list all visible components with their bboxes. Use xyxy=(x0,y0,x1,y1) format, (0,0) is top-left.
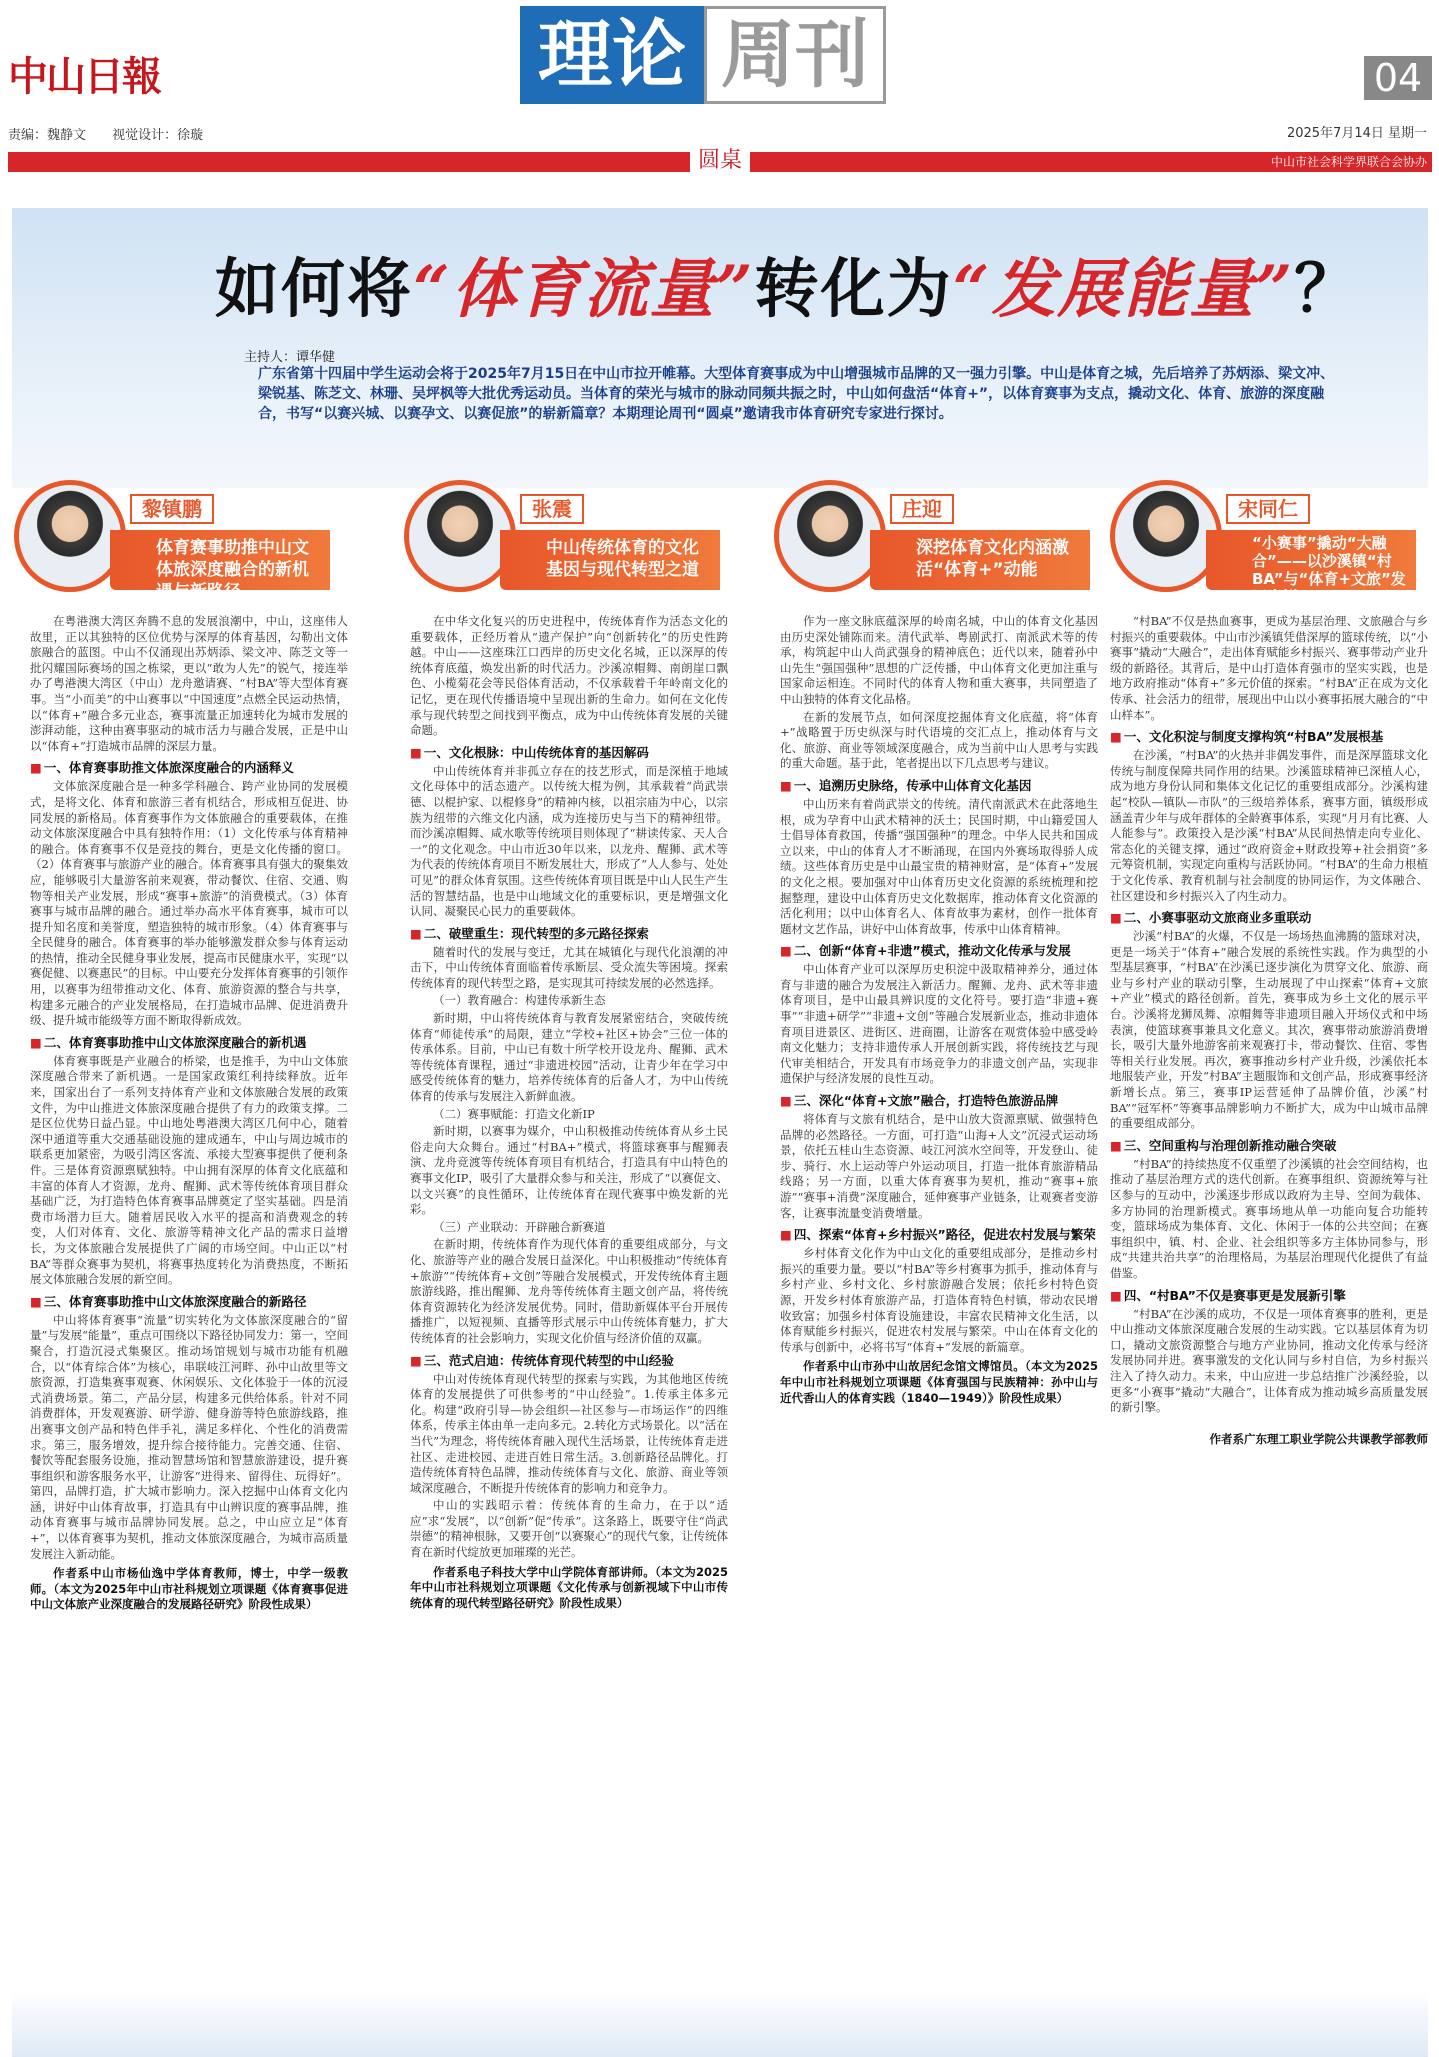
author-card xyxy=(14,480,354,602)
author-bio: 作者系中山市杨仙逸中学体育教师，博士，中学一级教师。（本文为2025年中山市社科规划立项课题《体育赛事促进中山文体旅产业深度融合的发展路径研究》阶段性成果） xyxy=(30,1566,348,1612)
author-bio: 作者系电子科技大学中山学院体育部讲师。（本文为2025年中山市社科规划立项课题《文化传承与创新视域下中山市传统体育的现代转型路径研究》阶段性成果） xyxy=(410,1564,728,1610)
paragraph: 中山的实践昭示着：传统体育的生命力，在于以“适应”求“发展”，以“创新”促“传承”。这条路上，既要守住“尚武崇德”的精神根脉，又要开创“以赛聚心”的现代气象，让传统体育在新时代绽放更加璀璨的光芒。 xyxy=(410,1498,728,1560)
headline xyxy=(215,238,1360,330)
intro-paragraph: 广东省第十四届中学生运动会将于2025年7月15日在中山市拉开帷幕。大型体育赛事成为中山增强城市品牌的又一强力引擎。中山是体育之城，先后培养了苏炳添、梁文冲、梁锐基、陈芝文、林珊、吴坪枫等大批优秀运动员。当体育的荣光与城市的脉动同频共振之时，中山如何盘活“体育+”，以体育赛事为支点，撬动文化、体育、旅游的深度融合，书写“以赛兴城、以赛孕文、以赛促旅”的崭新篇章？本期理论周刊“圆桌”邀请我市体育研究专家进行探讨。 xyxy=(258,366,1335,422)
article-column-1 xyxy=(30,614,348,1984)
headline-end: ？ xyxy=(1294,252,1361,327)
paragraph: 新时期，以赛事为媒介，中山积极推动传统体育从乡土民俗走向大众舞台。通过“村BA+”模式，将篮球赛事与醒狮表演、龙舟竞渡等传统体育项目有机结合，打造具有中山特色的赛事文化IP，吸引了大量群众参与和关注，形成了“以赛促文、以文兴赛”的良性循环，让传统体育在现代赛事中焕发新的光彩。 xyxy=(410,1124,728,1217)
page-number: 04 xyxy=(1364,56,1432,100)
section-banner xyxy=(520,6,886,104)
author-topic: 深挖体育文化内涵激活“体育+”动能 xyxy=(870,530,1090,590)
paragraph: 在沙溪，“村BA”的火热并非偶发事件，而是深厚篮球文化传统与制度保障共同作用的结果。沙溪篮球精神已深植人心，成为地方身份认同和集体文化记忆的重要组成部分。沙溪构建起“校队—镇队—市队”的三级培养体系，赛事方面，镇级形成涵盖青少年与成年群体的全龄赛事体系，实现“月月有比赛、人人能参与”。政策投入是沙溪“村BA”从民间热情走向专业化、常态化的关键支撑，通过“政府资金+财政投筹+社会捐资”多元筹资机制，实现定向重构与活跃协同。“村BA”的生命力根植于文化传承、教育机制与社会制度的协同运作，为文体融合、社区建设和乡村振兴入了内生动力。 xyxy=(1110,748,1428,903)
host-credit: 主持人：谭华健 xyxy=(244,350,336,365)
section-heading: ■ 二、小赛事驱动文旅商业多重联动 xyxy=(1110,910,1428,926)
author-topic: “小赛事”撬动“大融合”——以沙溪镇“村BA”与“体育+文旅”发展为例 xyxy=(1206,530,1416,590)
editor-credits xyxy=(8,124,225,143)
paragraph: 将体育与文旅有机结合，是中山放大资源禀赋、做强特色品牌的必然路径。一方面，可打造“山海+人文”沉浸式运动场景，依托五桂山生态资源、岐江河滨水空间等，开发登山、徒步、骑行、水上运动等户外运动项目，打造一批体育旅游精品线路；另一方面，以重大体育赛事为契机，推动“赛事+旅游”“赛事+消费”深度融合，延伸赛事产业链条，让观赛者变游客，让赛事流量变消费增量。 xyxy=(780,1112,1098,1220)
headline-pre: 如何将 xyxy=(215,252,413,327)
section-heading: ■ 一、追溯历史脉络，传承中山体育文化基因 xyxy=(780,778,1098,794)
section-heading: ■ 三、空间重构与治理创新推动融合突破 xyxy=(1110,1138,1428,1154)
section-heading: ■ 三、范式启迪：传统体育现代转型的中山经验 xyxy=(410,1353,728,1369)
headline-keyword-2: “发展能量” xyxy=(952,252,1295,327)
author-name: 黎镇鹏 xyxy=(130,494,214,524)
paragraph: （一）教育融合：构建传承新生态 xyxy=(433,993,606,1008)
paragraph: “村BA”在沙溪的成功，不仅是一项体育赛事的胜利，更是中山推动文体旅深度融合发展的生动实践。它以基层体育为切口，撬动文旅资源整合与地方产业协同，推动文化传承与经济发展协同并进。赛事激发的文化认同与乡村自信，为乡村振兴注入了持久动力。未来，中山应进一步总结推广沙溪经验，以更多“小赛事”撬动“大融合”，让体育成为推动城乡高质量发展的新引擎。 xyxy=(1110,1306,1428,1415)
paragraph: “村BA”的持续热度不仅重塑了沙溪镇的社会空间结构，也推动了基层治理方式的迭代创新。在赛事组织、资源统筹与社区参与的互动中，沙溪逐步形成以政府为主导、空间为载体、多方协同的治理新模式。赛事场地从单一功能向复合功能转变，篮球场成为集体育、文化、休闲于一体的公共空间；在赛事组织中，镇、村、企业、社会组织等多方主体协同参与，形成“共建共治共享”的治理格局，为基层治理现代化提供了有益借鉴。 xyxy=(1110,1156,1428,1280)
section-heading: ■ 四、“村BA”不仅是赛事更是发展新引擎 xyxy=(1110,1288,1428,1304)
paragraph: 作为一座文脉底蕴深厚的岭南名城，中山的体育文化基因由历史深处铺陈而来。清代武举、粤剧武打、南派武术等的传承，构筑起中山人尚武强身的精神底色；近代以来，随着孙中山先生“强国强种”思想的广泛传播，中山体育文化更加注重与国家命运相连。不同时代的体育人物和重大赛事，共同塑造了中山独特的体育文化品格。 xyxy=(780,614,1098,706)
article-column-3 xyxy=(780,614,1098,1984)
paragraph: 文体旅深度融合是一种多学科融合、跨产业协同的发展模式，是将文化、体育和旅游三者有机结合，形成相互促进、协同发展的新格局。体育赛事作为文体旅融合的重要载体，在推动文体旅深度融合中具有独特作用：（1）文化传承与体育精神的融合。体育赛事不仅是竞技的舞台，更是文化传播的窗口。（2）体育赛事与旅游产业的融合。体育赛事具有强大的聚集效应，能够吸引大量游客前来观赛，带动餐饮、住宿、交通、购物等相关产业发展，形成“赛事+旅游”的消费模式。（3）体育赛事与城市品牌的融合。通过举办高水平体育赛事，城市可以提升知名度和美誉度，塑造独特的城市形象。（4）体育赛事与全民健身的融合。体育赛事的举办能够激发群众参与体育运动的热情，推动全民健身事业发展，提高市民健康水平，实现“以赛促健、以赛惠民”的目标。中山要充分发挥体育赛事的引领作用，以赛事为纽带推动文化、体育、旅游资源的整合与共享，构建多元融合的产业发展格局，在打造城市品牌、促进消费升级、提升城市能级等方面不断取得新成效。 xyxy=(30,779,348,1028)
paragraph: 沙溪“村BA”的火爆，不仅是一场场热血沸腾的篮球对决，更是一场关于“体育+”融合发展的系统性实践。作为典型的小型基层赛事，“村BA”在沙溪已逐步演化为贯穿文化、旅游、商业与乡村产业的联动引擎，生动展现了中山探索“体育+文旅+产业”模式的路径创新。首先，赛事成为乡土文化的展示平台。沙溪将龙狮凤舞、凉帽舞等非遗项目融入开场仪式和中场表演，使篮球赛事兼具文化意义。其次，赛事带动旅游消费增长，吸引大量外地游客前来观赛打卡，带动餐饮、住宿、零售等相关行业发展。再次，赛事推动乡村产业升级，沙溪依托本地服装产业，开发“村BA”主题服饰和文创产品，形成赛事经济新增长点。第三，赛事IP运营延伸了品牌价值，沙溪“村BA”“冠军杯”等赛事品牌影响力不断扩大，成为中山城市品牌的重要组成部分。 xyxy=(1110,929,1428,1131)
author-name: 庄迎 xyxy=(890,494,954,524)
author-name: 张震 xyxy=(520,494,584,524)
paragraph: 在新的发展节点，如何深度挖掘体育文化底蕴，将“体育+”战略置于历史纵深与时代语境的交汇点上，推动体育与文化、旅游、商业等领域深度融合，成为当前中山人思考与实践的重大命题。基于此，笔者提出以下几点思考与建议。 xyxy=(780,709,1098,771)
footer-skyline-decoration xyxy=(12,1990,1428,2057)
author-topic: 体育赛事助推中山文体旅深度融合的新机遇与新路径 xyxy=(110,530,330,590)
paragraph: 新时期，中山将传统体育与教育发展紧密结合，突破传统体育“师徒传承”的局限，建立“学校+社区+协会”三位一体的传承体系。目前，中山已有数十所学校开设龙舟、醒狮、武术等传统体育课程，通过“非遗进校园”活动，让青少年在学习中感受传统体育的魅力，培养传统体育的后备人才，为中山传统体育的传承与发展注入新鲜血液。 xyxy=(410,1011,728,1104)
section-title-left: 理论 xyxy=(520,6,704,104)
section-heading: ■ 四、探索“体育+乡村振兴”路径，促进农村发展与繁荣 xyxy=(780,1227,1098,1243)
section-heading: ■ 一、文化根脉：中山传统体育的基因解码 xyxy=(410,745,728,761)
section-heading: ■ 一、文化积淀与制度支撑构筑“村BA”发展根基 xyxy=(1110,729,1428,745)
author-card xyxy=(774,480,1114,590)
paragraph: 乡村体育文化作为中山文化的重要组成部分，是推动乡村振兴的重要力量。要以“村BA”等乡村赛事为抓手，推动体育与乡村产业、乡村文化、乡村旅游融合发展；依托乡村特色资源，开发乡村体育旅游产品，打造体育特色村镇，带动农民增收致富；加强乡村体育设施建设，丰富农民精神文化生活，以体育赋能乡村振兴，促进农村发展与繁荣。中山在体育文化的传承与创新中，必将书写“体育+”发展的新篇章。 xyxy=(780,1246,1098,1354)
headline-keyword-1: “体育流量” xyxy=(413,252,755,327)
paragraph: 随着时代的发展与变迁，尤其在城镇化与现代化浪潮的冲击下，中山传统体育面临着传承断层、受众流失等困境。探索传统体育的现代转型之路，是实现其可持续发展的必然选择。 xyxy=(410,944,728,990)
paragraph: 中山将体育赛事“流量”切实转化为文体旅深度融合的“留量”与发展“能量”，重点可围绕以下路径协同发力：第一，空间聚合，打造沉浸式集聚区。推动场馆规划与城市功能有机融合，以“体育综合体”为核心，串联岐江河畔、孙中山故里等文旅资源，打造集赛事观赛、休闲娱乐、文化体验于一体的沉浸式消费场景。第二，产品分层，构建多元供给体系。针对不同消费群体，开发观赛游、研学游、健身游等特色旅游线路，推出赛事文创产品和特色伴手礼，满足多样化、个性化的消费需求。第三，服务增效，提升综合接待能力。完善交通、住宿、餐饮等配套服务设施，推动智慧场馆和智慧旅游建设，提升赛事组织和游客服务水平，让游客“进得来、留得住、玩得好”。第四，品牌打造，扩大城市影响力。深入挖掘中山体育文化内涵，讲好中山体育故事，打造具有中山辨识度的赛事品牌，推动体育赛事与城市品牌协同发展。总之，中山应立足“体育+”，以体育赛事为契机，推动文体旅深度融合，为城市高质量发展注入新动能。 xyxy=(30,1312,348,1561)
paragraph: 体育赛事既是产业融合的桥梁，也是推手，为中山文体旅深度融合带来了新机遇。一是国家政策红利持续释放。近年来，国家出台了一系列支持体育产业和文体旅融合发展的政策文件，为中山推进文体旅深度融合提供了有力的政策支撑。二是区位优势日益凸显。中山地处粤港澳大湾区几何中心，随着深中通道等重大交通基础设施的建成通车，中山与周边城市的联系更加紧密，为吸引湾区客流、承接大型赛事提供了便利条件。三是体育资源禀赋独特。中山拥有深厚的体育文化底蕴和丰富的体育人才资源，龙舟、醒狮、武术等传统体育项目群众基础广泛，为打造特色体育赛事品牌奠定了坚实基础。四是消费市场潜力巨大。随着居民收入水平的提高和消费观念的转变，人们对体育、文化、旅游等精神文化产品的需求日益增长，为文体旅融合发展提供了广阔的市场空间。中山正以“村BA”等群众赛事为契机，将赛事热度转化为消费热度，不断拓展文体旅融合发展的新空间。 xyxy=(30,1053,348,1287)
paragraph: 中山体育产业可以深厚历史积淀中汲取精神养分，通过体育与非遗的融合为发展注入新活力。醒狮、龙舟、武术等非遗体育项目，是中山最具辨识度的文化符号。要打造“非遗+赛事”“非遗+研学”“非遗+文创”等融合发展新业态，推动非遗体育项目进景区、进街区、进商圈，让游客在观赏体验中感受岭南文化魅力；支持非遗传承人开展创新实践，将传统技艺与现代审美相结合，开发具有市场竞争力的非遗文创产品，实现非遗保护与经济发展的良性互动。 xyxy=(780,962,1098,1086)
headline-mid: 转化为 xyxy=(754,252,953,327)
section-heading: ■ 二、体育赛事助推中山文体旅深度融合的新机遇 xyxy=(30,1035,348,1051)
author-name: 宋同仁 xyxy=(1226,494,1310,524)
article-column-4 xyxy=(1110,614,1428,1984)
author-card xyxy=(404,480,744,590)
author-bio: 作者系广东理工职业学院公共课教学部教师 xyxy=(1209,1431,1428,1446)
paragraph: 在中华文化复兴的历史进程中，传统体育作为活态文化的重要载体，正经历着从“遗产保护”向“创新转化”的历史性跨越。中山——这座珠江口西岸的历史文化名城，正以深厚的传统体育底蕴，焕发出新的时代活力。沙溪凉帽舞、南朗崖口飘色、小榄菊花会等民俗体育活动，不仅承载着千年岭南文化的记忆，更在现代传播语境中呈现出新的生命力。如何在文化传承与现代转型之间找到平衡点，成为中山传统体育发展的关键命题。 xyxy=(410,614,728,738)
paragraph: 在粤港澳大湾区奔腾不息的发展浪潮中，中山，这座伟人故里，正以其独特的区位优势与深厚的体育基因，勾勒出文体旅融合的蓝图。中山不仅涌现出苏炳添、梁文冲、陈芝文等一批闪耀国际赛场的国之栋梁，更以“敢为人先”的锐气，接连举办了粤港澳大湾区（中山）龙舟邀请赛、“村BA”等大型体育赛事。当“小而美”的中山赛事以“中国速度”点燃全民运动热情，以“体育+”融合多元业态，赛事流量正加速转化为城市发展的澎湃动能，这种由赛事驱动的城市活力与融合发展，正是中山以“体育+”打造城市品牌的深层力量。 xyxy=(30,614,348,753)
section-heading: ■ 二、创新“体育+非遗”模式，推动文化传承与发展 xyxy=(780,943,1098,959)
column-tag: 圆桌 xyxy=(690,146,750,176)
section-heading: ■ 三、深化“体育+文旅”融合，打造特色旅游品牌 xyxy=(780,1093,1098,1109)
paragraph: 在新时期，传统体育作为现代体育的重要组成部分，与文化、旅游等产业的融合发展日益深化。中山积极推动“传统体育+旅游”“传统体育+文创”等融合发展模式，开发传统体育主题旅游线路，推出醒狮、龙舟等传统体育主题文创产品，将传统体育资源转化为经济发展优势。同时，借助新媒体平台开展传播推广，以短视频、直播等形式展示中山传统体育魅力，扩大传统体育的社会影响力，实现文化价值与经济价值的双赢。 xyxy=(410,1237,728,1345)
paragraph: （二）赛事赋能：打造文化新IP xyxy=(433,1106,595,1121)
paragraph: （三）产业联动：开辟融合新赛道 xyxy=(433,1219,606,1234)
author-topic: 中山传统体育的文化基因与现代转型之道 xyxy=(500,530,720,590)
author-card xyxy=(1110,480,1430,606)
paragraph: 中山传统体育并非孤立存在的技艺形式，而是深植于地域文化母体中的活态遗产。以传统大棍为例，其承载着“尚武崇德、以棍护家、以棍修身”的精神内核，以祖宗庙为中心，以宗族为纽带的六维文化内涵，成为连接历史与当下的精神纽带。而沙溪凉帽舞、咸水歌等传统项目则体现了“耕读传家、天人合一”的文化观念。中山市近30年以来，以龙舟、醒狮、武术等为代表的传统体育项目不断发展壮大，形成了“人人参与、处处可见”的群众体育氛围。这些传统体育项目既是中山人民生产生活的智慧结晶，也是中山地域文化的重要标识，更是增强文化认同、凝聚民心民力的重要载体。 xyxy=(410,763,728,919)
co-organizer: 中山市社会科学界联合会协办 xyxy=(1270,155,1427,169)
section-title-right: 周刊 xyxy=(704,6,886,104)
editor-label: 责编：魏静文 xyxy=(8,128,87,143)
section-heading: ■ 三、体育赛事助推中山文体旅深度融合的新路径 xyxy=(30,1294,348,1310)
section-heading: ■ 一、体育赛事助推文体旅深度融合的内涵释义 xyxy=(30,760,348,776)
paragraph: 中山历来有着尚武崇文的传统。清代南派武术在此落地生根，成为孕育中山武术精神的沃土；民国时期，中山籍爱国人士倡导体育救国，传播“强国强种”的理念。中华人民共和国成立以来，中山的体育人才不断涌现，在国内外赛场取得骄人成绩。这些体育历史是中山最宝贵的精神财富，是“体育+”发展的文化之根。要加强对中山体育历史文化资源的系统梳理和挖掘整理，建设中山体育历史文化数据库，推动体育文化资源的活化利用；以中山体育名人、体育故事为素材，创作一批体育题材文艺作品，讲好中山体育故事，传承中山体育精神。 xyxy=(780,796,1098,936)
issue-date: 2025年7月14日 星期一 xyxy=(1286,126,1427,141)
section-heading: ■ 二、破壁重生：现代转型的多元路径探索 xyxy=(410,926,728,942)
paragraph: “村BA”不仅是热血赛事，更成为基层治理、文旅融合与乡村振兴的重要载体。中山市沙溪镇凭借深厚的篮球传统，以“小赛事”撬动“大融合”，走出体育赋能乡村振兴、赛事带动产业升级的新路径。其背后，是中山打造体育强市的坚实实践，也是地方政府推动“体育+”多元价值的探索。“村BA”正在成为文化传承、社会活力的纽带，展现出中山以小赛事拓展大融合的“中山样本”。 xyxy=(1110,614,1428,722)
article-column-2 xyxy=(410,614,728,1984)
newspaper-logo: 中山日報 xyxy=(8,53,160,100)
author-bio: 作者系中山市孙中山故居纪念馆文博馆员。（本文为2025年中山市社科规划立项课题《体育强国与民族精神：孙中山与近代香山人的体育实践（1840—1949）》阶段性成果） xyxy=(780,1359,1098,1405)
paragraph: 中山对传统体育现代转型的探索与实践，为其他地区传统体育的发展提供了可供参考的“中山经验”。1.传承主体多元化。构建“政府引导—协会组织—社区参与—市场运作”的四维体系，传承主体由单一走向多元。2.转化方式场景化。以“活在当代”为理念，将传统体育融入现代生活场景，让传统体育走进社区、走进校园、走进百姓日常生活。3.创新路径品牌化。打造传统体育特色品牌，推动传统体育与文化、旅游、商业等领域深度融合，不断提升传统体育的影响力和竞争力。 xyxy=(410,1371,728,1495)
design-label: 视觉设计：徐璇 xyxy=(112,128,204,143)
